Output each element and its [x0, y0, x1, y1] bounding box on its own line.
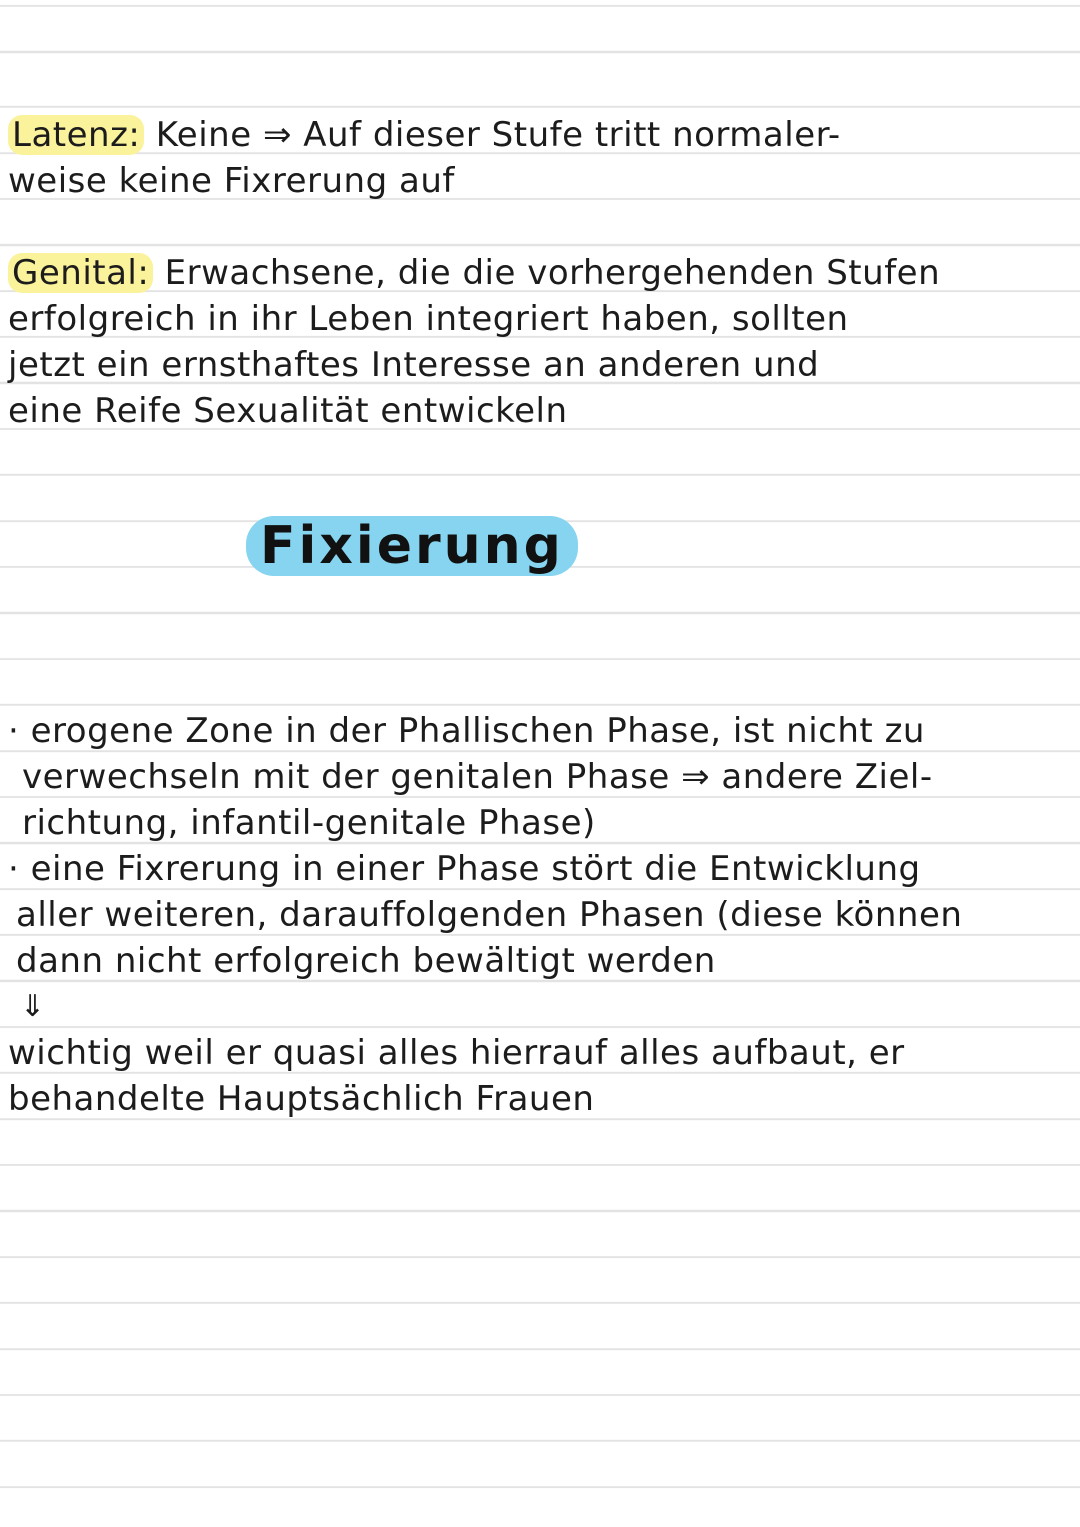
conclusion-line-2: behandelte Hauptsächlich Frauen	[8, 1079, 595, 1119]
bullet-2-line-3: dann nicht erfolgreich bewältigt werden	[16, 941, 716, 981]
bullet-1-line-3: richtung, infantil-genitale Phase)	[22, 803, 596, 843]
bullet-2-line-2: aller weiteren, darauffolgenden Phasen (diese können	[16, 895, 963, 935]
latenz-line-2: weise keine Fixrerung auf	[8, 161, 455, 201]
conclusion-line-1: wichtig weil er quasi alles hierrauf alles aufbaut, er	[8, 1033, 905, 1073]
latenz-line-1	[8, 112, 841, 158]
section-heading	[246, 518, 578, 574]
latenz-text-1: Keine ⇒ Auf dieser Stufe tritt normaler-	[144, 115, 841, 155]
arrow-down-icon: ⇓	[20, 989, 46, 1024]
genital-line-2: erfolgreich in ihr Leben integriert haben, sollten	[8, 299, 849, 339]
heading-text: Fixierung	[246, 516, 578, 576]
genital-line-3: jetzt ein ernsthaftes Interesse an anderen und	[8, 345, 820, 385]
latenz-label: Latenz:	[8, 115, 144, 155]
genital-line-4: eine Reife Sexualität entwickeln	[8, 391, 568, 431]
genital-line-1	[8, 250, 940, 296]
genital-text-1: Erwachsene, die die vorhergehenden Stufen	[153, 253, 941, 293]
bullet-1-line-2: verwechseln mit der genitalen Phase ⇒ andere Ziel-	[22, 757, 933, 797]
bullet-2-line-1: · eine Fixrerung in einer Phase stört die Entwicklung	[8, 849, 921, 889]
genital-label: Genital:	[8, 253, 153, 293]
bullet-1-line-1: · erogene Zone in der Phallischen Phase, ist nicht zu	[8, 711, 925, 751]
